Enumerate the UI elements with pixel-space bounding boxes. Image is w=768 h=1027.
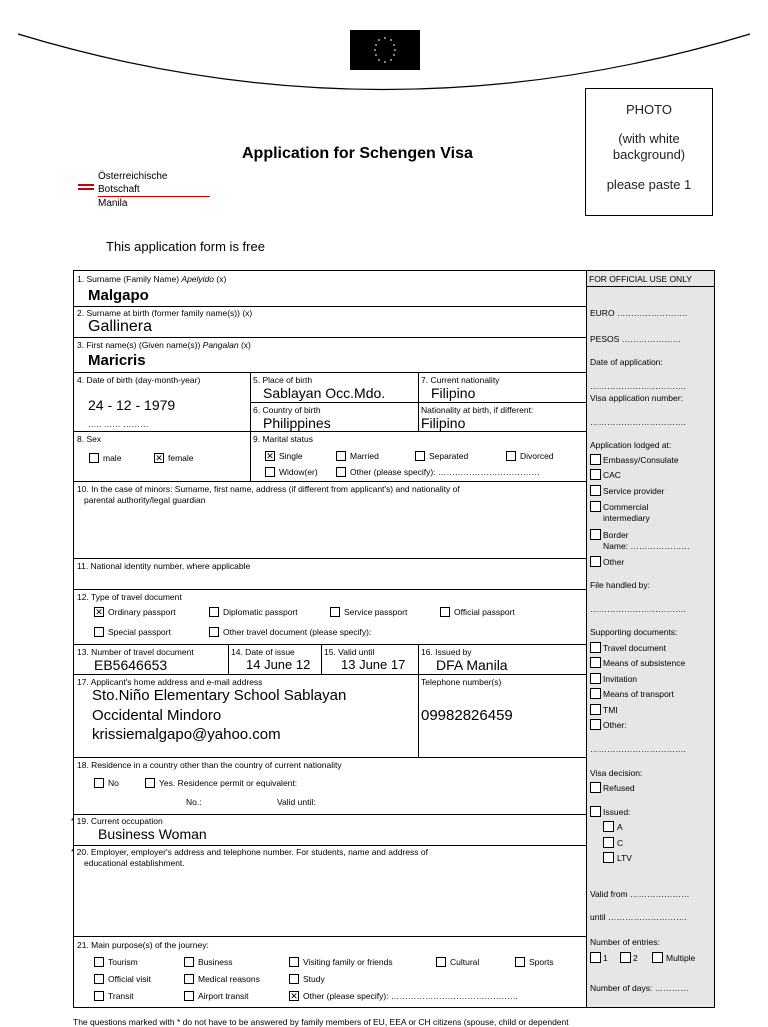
field-7-label: 7. Current nationality [421, 375, 500, 385]
doc-service-label: Service passport [344, 607, 408, 617]
marital-other-label: Other (please specify): ……………………………… [350, 467, 540, 477]
purpose-study-checkbox[interactable] [289, 974, 299, 984]
official-issued-checkbox[interactable] [590, 806, 601, 817]
field-17-label: 17. Applicant's home address and e-mail address [77, 677, 263, 687]
marital-widow-label: Widow(er) [279, 467, 318, 477]
purpose-other-label: Other (please specify): ……………………………………… [303, 991, 519, 1001]
official-other2-label: Other: [603, 720, 627, 730]
embassy-block [98, 170, 210, 210]
occupation-value[interactable]: Business Woman [98, 826, 207, 842]
official-entries-1-label: 1 [603, 953, 608, 963]
official-date-application: Date of application: [590, 357, 663, 367]
purpose-other-checkbox[interactable]: ✕ [290, 991, 298, 1001]
field-20-label-2: educational establishment. [84, 858, 185, 868]
purpose-medical-label: Medical reasons [198, 974, 260, 984]
residence-no-label: No [108, 778, 119, 788]
residence-yes-label: Yes. Residence permit or equivalent: [159, 778, 298, 788]
field-6-label: 6. Country of birth [253, 405, 321, 415]
official-other-checkbox[interactable] [590, 556, 601, 567]
official-issued-label: Issued: [603, 807, 631, 817]
official-entries: Number of entries: [590, 937, 660, 947]
purpose-official-label: Official visit [108, 974, 151, 984]
doc-special-checkbox[interactable] [94, 627, 104, 637]
official-invitation-label: Invitation [603, 674, 638, 684]
page-title: Application for Schengen Visa [242, 145, 473, 162]
first-name-value[interactable]: Maricris [88, 352, 146, 369]
official-c-checkbox[interactable] [603, 837, 614, 848]
official-tmi-label: TMI [603, 705, 618, 715]
official-transport-checkbox[interactable] [590, 688, 601, 699]
purpose-cultural-checkbox[interactable] [436, 957, 446, 967]
field-11-label: 11. National identity number, where applicable [77, 561, 251, 571]
field-10-label-2: parental authority/legal guardian [84, 495, 206, 505]
official-transport-label: Means of transport [603, 689, 674, 699]
official-service-label: Service provider [603, 486, 665, 496]
embassy-name: Österreichische Botschaft [98, 170, 210, 197]
official-pesos: PESOS ………………… [590, 334, 682, 344]
official-entries-1-checkbox[interactable] [590, 952, 601, 963]
email-value[interactable]: krissiemalgapo@yahoo.com [92, 726, 281, 743]
official-visa-number: Visa application number: [590, 393, 683, 403]
official-embassy-label: Embassy/Consulate [603, 455, 679, 465]
marital-other-checkbox[interactable] [336, 467, 346, 477]
doc-special-label: Special passport [108, 627, 171, 637]
marital-widow-checkbox[interactable] [265, 467, 275, 477]
official-c-label: C [617, 838, 624, 848]
purpose-airport-label: Airport transit [198, 991, 249, 1001]
free-note: This application form is free [106, 239, 265, 254]
official-dots-4: ……………………………. [590, 744, 686, 754]
photo-instruction-1: (with white [618, 131, 680, 146]
telephone-label: Telephone number(s) [421, 677, 502, 687]
marital-married-label: Married [350, 451, 379, 461]
purpose-official-checkbox[interactable] [94, 974, 104, 984]
purpose-airport-checkbox[interactable] [184, 991, 194, 1001]
doc-service-checkbox[interactable] [330, 607, 340, 617]
valid-until-value[interactable]: 13 June 17 [341, 657, 406, 672]
sex-male-label: male [103, 453, 122, 463]
sex-female-label: female [168, 453, 194, 463]
residence-yes-checkbox[interactable] [145, 778, 155, 788]
residence-no-checkbox[interactable] [94, 778, 104, 788]
doc-diplomatic-label: Diplomatic passport [223, 607, 298, 617]
country-of-birth-value[interactable]: Philippines [263, 415, 331, 431]
date-of-issue-value[interactable]: 14 June 12 [246, 657, 311, 672]
field-15-label: 15. Valid until [324, 647, 375, 657]
doc-ordinary-label: Ordinary passport [108, 607, 176, 617]
photo-instruction-3: please paste 1 [606, 177, 692, 192]
official-other2-checkbox[interactable] [590, 719, 601, 730]
official-entries-2-label: 2 [633, 953, 638, 963]
telephone-value[interactable]: 09982826459 [421, 707, 513, 724]
official-travel-doc-label: Travel document [603, 643, 666, 653]
field-16-label: 16. Issued by [421, 647, 472, 657]
official-use-column [586, 271, 714, 1007]
official-cac-checkbox[interactable] [590, 469, 601, 480]
sex-male-checkbox[interactable] [89, 453, 99, 463]
marital-single-label: Single [279, 451, 303, 461]
doc-diplomatic-checkbox[interactable] [209, 607, 219, 617]
austria-flag-mark [78, 184, 94, 186]
photo-instruction-2: background) [612, 147, 686, 162]
doc-official-checkbox[interactable] [440, 607, 450, 617]
official-dots-2: ……………………………. [590, 417, 686, 427]
official-supporting: Supporting documents: [590, 627, 678, 637]
field-1-label: 1. Surname (Family Name) Apelyido (x) [77, 274, 227, 284]
official-border-checkbox[interactable] [590, 529, 601, 540]
official-refused-checkbox[interactable] [590, 782, 601, 793]
official-travel-doc-checkbox[interactable] [590, 642, 601, 653]
eu-flag-icon [350, 30, 420, 70]
official-subsistence-checkbox[interactable] [590, 657, 601, 668]
official-lodged: Application lodged at: [590, 440, 672, 450]
field-12-label: 12. Type of travel document [77, 592, 182, 602]
official-commercial-label-2: intermediary [603, 513, 650, 523]
address-line-1[interactable]: Sto.Niño Elementary School Sablayan [92, 687, 347, 704]
field-9-label: 9. Marital status [253, 434, 313, 444]
field-2-label: 2. Surname at birth (former family name(s)) (x) [77, 308, 253, 318]
official-dots-1: ……………………………. [590, 381, 686, 391]
official-days: Number of days: ………… [590, 983, 689, 993]
official-valid-from: Valid from ………………… [590, 889, 690, 899]
official-subsistence-label: Means of subsistence [603, 658, 686, 668]
field-19-label: * 19. Current occupation [71, 816, 163, 826]
purpose-business-label: Business [198, 957, 233, 967]
official-handled: File handled by: [590, 580, 651, 590]
current-nationality-value[interactable]: Filipino [431, 385, 476, 401]
official-border-name: Name: ………………… [603, 541, 690, 551]
official-border-label: Border [603, 530, 629, 540]
purpose-study-label: Study [303, 974, 325, 984]
header-curve [0, 0, 768, 100]
field-5-label: 5. Place of birth [253, 375, 313, 385]
purpose-tourism-checkbox[interactable] [94, 957, 104, 967]
issued-by-value[interactable]: DFA Manila [436, 657, 508, 673]
doc-ordinary-checkbox[interactable]: ✕ [95, 607, 103, 617]
field-4-label: 4. Date of birth (day-month-year) [77, 375, 201, 385]
photo-box [585, 88, 713, 216]
nationality-at-birth-label: Nationality at birth, if different: [421, 405, 534, 415]
footer-note: The questions marked with * do not have to be answered by family members of EU, EEA or CH citizens (spouse, child or dependent [73, 1017, 569, 1027]
photo-label: PHOTO [626, 102, 672, 117]
field-3-label: 3. First name(s) (Given name(s)) Pangalan (x) [77, 340, 251, 350]
official-invitation-checkbox[interactable] [590, 673, 601, 684]
official-entries-multiple-checkbox[interactable] [652, 952, 663, 963]
official-commercial-checkbox[interactable] [590, 501, 601, 512]
official-cac-label: CAC [603, 470, 621, 480]
marital-married-checkbox[interactable] [336, 451, 346, 461]
surname-value[interactable]: Malgapo [88, 287, 149, 304]
residence-number-label: No.: [186, 797, 202, 807]
purpose-medical-checkbox[interactable] [184, 974, 194, 984]
official-ltv-checkbox[interactable] [603, 852, 614, 863]
purpose-cultural-label: Cultural [450, 957, 480, 967]
doc-other-label: Other travel document (please specify): [223, 627, 372, 637]
marital-divorced-label: Divorced [520, 451, 554, 461]
field-13-label: 13. Number of travel document [77, 647, 194, 657]
official-a-checkbox[interactable] [603, 821, 614, 832]
address-line-2[interactable]: Occidental Mindoro [92, 707, 222, 724]
embassy-city: Manila [98, 198, 128, 209]
place-of-birth-value[interactable]: Sablayan Occ.Mdo. [263, 385, 386, 401]
purpose-tourism-label: Tourism [108, 957, 138, 967]
residence-valid-label: Valid until: [277, 797, 316, 807]
official-tmi-checkbox[interactable] [590, 704, 601, 715]
purpose-business-checkbox[interactable] [184, 957, 194, 967]
marital-divorced-checkbox[interactable] [506, 451, 516, 461]
marital-separated-label: Separated [429, 451, 469, 461]
purpose-visiting-label: Visiting family or friends [303, 957, 393, 967]
marital-separated-checkbox[interactable] [415, 451, 425, 461]
field-14-label: 14. Date of issue [231, 647, 295, 657]
official-dots-3: ……………………………. [590, 604, 686, 614]
field-18-label: 18. Residence in a country other than the country of current nationality [77, 760, 342, 770]
official-euro: EURO ……………………. [590, 308, 688, 318]
doc-other-checkbox[interactable] [209, 627, 219, 637]
official-refused-label: Refused [603, 783, 635, 793]
official-ltv-label: LTV [617, 853, 632, 863]
surname-at-birth-value[interactable]: Gallinera [88, 318, 153, 335]
official-other-label: Other [603, 557, 625, 567]
purpose-sports-checkbox[interactable] [515, 957, 525, 967]
purpose-transit-label: Transit [108, 991, 134, 1001]
purpose-visiting-checkbox[interactable] [289, 957, 299, 967]
official-entries-2-checkbox[interactable] [620, 952, 631, 963]
sex-female-checkbox[interactable]: ✕ [155, 453, 163, 463]
official-commercial-label: Commercial [603, 502, 649, 512]
official-service-checkbox[interactable] [590, 485, 601, 496]
official-title: FOR OFFICIAL USE ONLY [589, 274, 692, 284]
purpose-transit-checkbox[interactable] [94, 991, 104, 1001]
official-a-label: A [617, 822, 623, 832]
purpose-sports-label: Sports [529, 957, 554, 967]
field-8-label: 8. Sex [77, 434, 102, 444]
official-embassy-checkbox[interactable] [590, 454, 601, 465]
marital-single-checkbox[interactable]: ✕ [266, 451, 274, 461]
passport-number-value[interactable]: EB5646653 [94, 657, 168, 673]
official-until: until ………………………. [590, 912, 687, 922]
date-of-birth-value[interactable]: 24 - 12 - 1979 [88, 397, 176, 413]
field-10-label: 10. In the case of minors: Surname, first name, address (if different from applicant's) and nationality of [77, 484, 460, 494]
field-20-label: * 20. Employer, employer's address and telephone number. For students, name and address of [71, 847, 428, 857]
field-21-label: 21. Main purpose(s) of the journey: [77, 940, 209, 950]
doc-official-label: Official passport [454, 607, 515, 617]
austria-flag-mark-2 [78, 188, 94, 190]
official-entries-multiple-label: Multiple [666, 953, 696, 963]
nationality-at-birth-value[interactable]: Filipino [421, 415, 466, 431]
date-of-birth-dots: ….. …… ……… [88, 419, 149, 429]
official-decision: Visa decision: [590, 768, 643, 778]
